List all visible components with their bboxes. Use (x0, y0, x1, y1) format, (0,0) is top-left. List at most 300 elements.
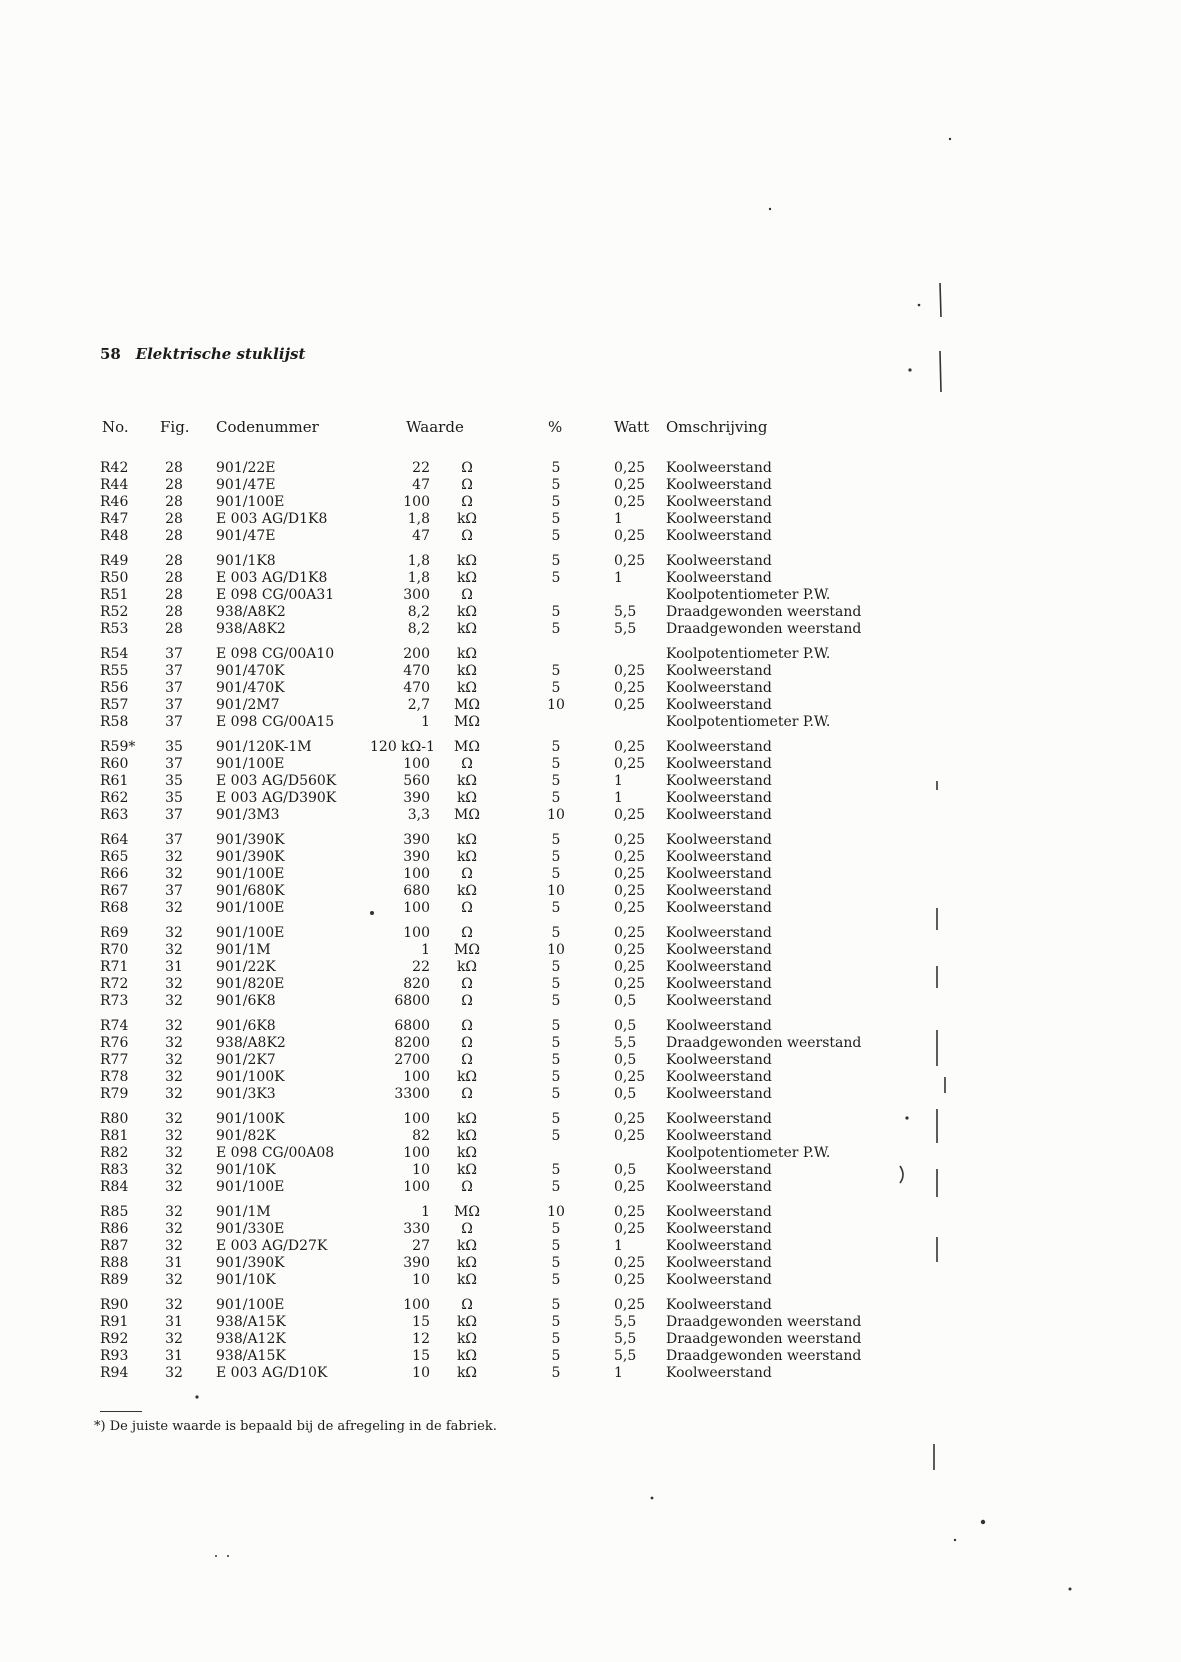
description: Koolweerstand (666, 511, 772, 527)
part-number: R83 (100, 1162, 129, 1178)
value-number: 10 (412, 1272, 430, 1288)
wattage: 5,5 (614, 1314, 637, 1330)
description: Koolweerstand (666, 790, 772, 806)
value-number: 12 (412, 1331, 430, 1347)
figure-ref: 32 (165, 993, 183, 1009)
page-number: 58 (100, 345, 121, 363)
code-number: E 003 AG/D390K (216, 790, 337, 806)
table-row (0, 1297, 1181, 1314)
description: Draadgewonden weerstand (666, 1035, 862, 1051)
wattage: 0,5 (614, 1018, 637, 1034)
part-number: R87 (100, 1238, 129, 1254)
wattage: 0,25 (614, 756, 646, 772)
wattage: 5,5 (614, 1331, 637, 1347)
figure-ref: 32 (165, 1052, 183, 1068)
section-title: Elektrische stuklijst (135, 345, 306, 363)
column-header-percent: % (548, 418, 563, 436)
description: Draadgewonden weerstand (666, 1348, 862, 1364)
code-number: 901/100E (216, 1297, 285, 1313)
table-row (0, 1348, 1181, 1365)
wattage: 5,5 (614, 621, 637, 637)
value-number: 470 (403, 663, 430, 679)
tolerance-percent: 5 (551, 604, 561, 620)
code-number: 901/22K (216, 959, 276, 975)
table-row (0, 477, 1181, 494)
table-row (0, 570, 1181, 587)
value-number: 8,2 (407, 621, 430, 637)
table-row (0, 959, 1181, 976)
part-number: R60 (100, 756, 129, 772)
wattage: 0,25 (614, 553, 646, 569)
figure-ref: 32 (165, 1179, 183, 1195)
table-row (0, 883, 1181, 900)
tolerance-percent: 5 (551, 1238, 561, 1254)
value-unit: Ω (461, 460, 473, 476)
value-number: 10 (412, 1162, 430, 1178)
description: Koolweerstand (666, 1365, 772, 1381)
wattage: 0,25 (614, 942, 646, 958)
value-unit: MΩ (454, 697, 480, 713)
figure-ref: 31 (165, 1348, 183, 1364)
part-number: R61 (100, 773, 129, 789)
value-unit: kΩ (456, 773, 478, 789)
value-unit: kΩ (456, 1069, 478, 1085)
part-number: R90 (100, 1297, 129, 1313)
part-number: R56 (100, 680, 129, 696)
value-number: 1,8 (407, 511, 430, 527)
value-unit: MΩ (454, 942, 480, 958)
value-unit: kΩ (456, 646, 478, 662)
tolerance-percent: 5 (551, 976, 561, 992)
table-row (0, 832, 1181, 849)
code-number: 901/390K (216, 849, 285, 865)
code-number: 901/6K8 (216, 993, 276, 1009)
code-number: 901/47E (216, 477, 276, 493)
table-row (0, 646, 1181, 663)
part-number: R42 (100, 460, 129, 476)
value-number: 100 (403, 1145, 430, 1161)
figure-ref: 37 (165, 646, 183, 662)
code-number: E 003 AG/D10K (216, 1365, 328, 1381)
part-number: R80 (100, 1111, 129, 1127)
code-number: 901/6K8 (216, 1018, 276, 1034)
code-number: E 098 CG/00A08 (216, 1145, 335, 1161)
code-number: 901/390K (216, 832, 285, 848)
code-number: 901/10K (216, 1272, 276, 1288)
description: Draadgewonden weerstand (666, 621, 862, 637)
wattage: 0,25 (614, 680, 646, 696)
code-number: E 098 CG/00A31 (216, 587, 335, 603)
description: Koolweerstand (666, 1297, 772, 1313)
value-unit: Ω (461, 756, 473, 772)
wattage: 0,5 (614, 1086, 637, 1102)
table-row (0, 849, 1181, 866)
figure-ref: 32 (165, 1204, 183, 1220)
description: Koolweerstand (666, 528, 772, 544)
part-number: R63 (100, 807, 129, 823)
value-unit: kΩ (456, 1238, 478, 1254)
table-row (0, 900, 1181, 917)
tolerance-percent: 10 (547, 942, 565, 958)
part-number: R72 (100, 976, 129, 992)
figure-ref: 32 (165, 976, 183, 992)
value-number: 100 (403, 1111, 430, 1127)
figure-ref: 32 (165, 1297, 183, 1313)
part-number: R65 (100, 849, 129, 865)
tolerance-percent: 5 (551, 1069, 561, 1085)
code-number: 901/3M3 (216, 807, 280, 823)
value-number: 330 (403, 1221, 430, 1237)
description: Koolweerstand (666, 1255, 772, 1271)
part-number: R47 (100, 511, 129, 527)
part-number: R46 (100, 494, 129, 510)
value-number: 300 (403, 587, 430, 603)
tolerance-percent: 5 (551, 739, 561, 755)
figure-ref: 32 (165, 1111, 183, 1127)
value-number: 100 (403, 900, 430, 916)
table-row (0, 1145, 1181, 1162)
table-row (0, 1238, 1181, 1255)
figure-ref: 28 (165, 511, 183, 527)
table-row (0, 494, 1181, 511)
part-number: R89 (100, 1272, 129, 1288)
part-number: R94 (100, 1365, 129, 1381)
part-number: R67 (100, 883, 129, 899)
table-row (0, 587, 1181, 604)
figure-ref: 28 (165, 494, 183, 510)
code-number: 901/820E (216, 976, 285, 992)
figure-ref: 32 (165, 1035, 183, 1051)
tolerance-percent: 5 (551, 528, 561, 544)
value-unit: Ω (461, 900, 473, 916)
table-row (0, 697, 1181, 714)
table-row (0, 528, 1181, 545)
table-row (0, 680, 1181, 697)
value-number: 6800 (394, 1018, 430, 1034)
code-number: 938/A8K2 (216, 604, 286, 620)
description: Koolweerstand (666, 1069, 772, 1085)
description: Koolweerstand (666, 773, 772, 789)
wattage: 0,5 (614, 1052, 637, 1068)
code-number: 901/330E (216, 1221, 285, 1237)
value-unit: Ω (461, 1221, 473, 1237)
description: Koolweerstand (666, 1272, 772, 1288)
table-row (0, 1272, 1181, 1289)
part-number: R73 (100, 993, 129, 1009)
description: Koolweerstand (666, 1052, 772, 1068)
value-unit: MΩ (454, 739, 480, 755)
description: Koolweerstand (666, 1086, 772, 1102)
value-unit: kΩ (456, 1128, 478, 1144)
description: Koolweerstand (666, 680, 772, 696)
part-number: R48 (100, 528, 129, 544)
part-number: R86 (100, 1221, 129, 1237)
table-header (0, 418, 1181, 438)
tolerance-percent: 10 (547, 1204, 565, 1220)
figure-ref: 32 (165, 1331, 183, 1347)
value-unit: Ω (461, 866, 473, 882)
description: Koolweerstand (666, 993, 772, 1009)
wattage: 0,25 (614, 1297, 646, 1313)
description: Koolweerstand (666, 807, 772, 823)
code-number: 901/1M (216, 1204, 271, 1220)
value-number: 820 (403, 976, 430, 992)
description: Koolweerstand (666, 883, 772, 899)
description: Koolpotentiometer P.W. (666, 587, 831, 603)
value-number: 22 (412, 460, 430, 476)
wattage: 0,25 (614, 900, 646, 916)
figure-ref: 32 (165, 900, 183, 916)
tolerance-percent: 5 (551, 1365, 561, 1381)
wattage: 0,25 (614, 663, 646, 679)
value-number: 2700 (394, 1052, 430, 1068)
value-number: 100 (403, 866, 430, 882)
table-row (0, 1086, 1181, 1103)
table-row (0, 739, 1181, 756)
code-number: E 098 CG/00A15 (216, 714, 335, 730)
code-number: 938/A15K (216, 1314, 286, 1330)
wattage: 0,25 (614, 866, 646, 882)
code-number: 901/1K8 (216, 553, 276, 569)
table-row (0, 1365, 1181, 1382)
code-number: E 003 AG/D1K8 (216, 570, 328, 586)
wattage: 0,25 (614, 1272, 646, 1288)
wattage: 1 (614, 511, 623, 527)
value-unit: Ω (461, 528, 473, 544)
code-number: 901/2K7 (216, 1052, 276, 1068)
value-unit: kΩ (456, 621, 478, 637)
table-row (0, 621, 1181, 638)
part-number: R58 (100, 714, 129, 730)
code-number: 901/100K (216, 1069, 285, 1085)
figure-ref: 32 (165, 1272, 183, 1288)
description: Koolpotentiometer P.W. (666, 714, 831, 730)
tolerance-percent: 5 (551, 1272, 561, 1288)
value-unit: kΩ (456, 1331, 478, 1347)
wattage: 0,5 (614, 1162, 637, 1178)
figure-ref: 28 (165, 587, 183, 603)
value-unit: Ω (461, 1018, 473, 1034)
figure-ref: 37 (165, 680, 183, 696)
description: Koolweerstand (666, 1162, 772, 1178)
value-number: 560 (403, 773, 430, 789)
column-header-fig: Fig. (160, 418, 190, 436)
wattage: 0,25 (614, 528, 646, 544)
description: Koolweerstand (666, 1128, 772, 1144)
table-row (0, 1179, 1181, 1196)
tolerance-percent: 5 (551, 663, 561, 679)
part-number: R85 (100, 1204, 129, 1220)
column-header-no: No. (102, 418, 129, 436)
wattage: 1 (614, 773, 623, 789)
code-number: E 003 AG/D27K (216, 1238, 328, 1254)
wattage: 5,5 (614, 1348, 637, 1364)
description: Koolweerstand (666, 925, 772, 941)
wattage: 5,5 (614, 604, 637, 620)
table-row (0, 925, 1181, 942)
part-number: R66 (100, 866, 129, 882)
table-row (0, 993, 1181, 1010)
part-number: R55 (100, 663, 129, 679)
value-number: 200 (403, 646, 430, 662)
description: Koolweerstand (666, 756, 772, 772)
part-number: R93 (100, 1348, 129, 1364)
value-unit: kΩ (456, 1162, 478, 1178)
tolerance-percent: 5 (551, 959, 561, 975)
value-number: 1 (421, 1204, 430, 1220)
tolerance-percent: 5 (551, 1035, 561, 1051)
description: Draadgewonden weerstand (666, 1314, 862, 1330)
part-number: R62 (100, 790, 129, 806)
tolerance-percent: 5 (551, 1018, 561, 1034)
value-unit: kΩ (456, 883, 478, 899)
code-number: E 003 AG/D560K (216, 773, 337, 789)
tolerance-percent: 5 (551, 993, 561, 1009)
value-unit: Ω (461, 1297, 473, 1313)
tolerance-percent: 5 (551, 1348, 561, 1364)
figure-ref: 37 (165, 714, 183, 730)
value-number: 390 (403, 849, 430, 865)
wattage: 0,25 (614, 925, 646, 941)
description: Koolweerstand (666, 866, 772, 882)
value-unit: kΩ (456, 663, 478, 679)
part-number: R57 (100, 697, 129, 713)
table-row (0, 807, 1181, 824)
wattage: 1 (614, 1365, 623, 1381)
part-number: R51 (100, 587, 129, 603)
wattage: 0,25 (614, 1179, 646, 1195)
value-number: 680 (403, 883, 430, 899)
part-number: R77 (100, 1052, 129, 1068)
figure-ref: 37 (165, 832, 183, 848)
value-unit: Ω (461, 993, 473, 1009)
wattage: 0,25 (614, 1128, 646, 1144)
code-number: 901/22E (216, 460, 276, 476)
column-header-value: Waarde (406, 418, 464, 436)
code-number: 901/47E (216, 528, 276, 544)
code-number: 901/470K (216, 680, 285, 696)
wattage: 0,25 (614, 883, 646, 899)
wattage: 0,25 (614, 477, 646, 493)
tolerance-percent: 5 (551, 900, 561, 916)
value-number: 8,2 (407, 604, 430, 620)
description: Koolweerstand (666, 1179, 772, 1195)
value-unit: MΩ (454, 714, 480, 730)
code-number: 901/2M7 (216, 697, 280, 713)
table-row (0, 511, 1181, 528)
figure-ref: 32 (165, 1162, 183, 1178)
figure-ref: 35 (165, 790, 183, 806)
value-unit: kΩ (456, 1255, 478, 1271)
figure-ref: 32 (165, 1221, 183, 1237)
code-number: E 003 AG/D1K8 (216, 511, 328, 527)
table-row (0, 1069, 1181, 1086)
value-number: 82 (412, 1128, 430, 1144)
tolerance-percent: 5 (551, 1297, 561, 1313)
wattage: 0,25 (614, 1111, 646, 1127)
tolerance-percent: 5 (551, 1331, 561, 1347)
value-number: 15 (412, 1348, 430, 1364)
code-number: 901/100E (216, 866, 285, 882)
wattage: 0,25 (614, 807, 646, 823)
figure-ref: 28 (165, 477, 183, 493)
description: Koolweerstand (666, 477, 772, 493)
value-unit: kΩ (456, 680, 478, 696)
code-number: 901/100E (216, 900, 285, 916)
tolerance-percent: 5 (551, 1052, 561, 1068)
figure-ref: 35 (165, 739, 183, 755)
tolerance-percent: 10 (547, 883, 565, 899)
figure-ref: 32 (165, 1069, 183, 1085)
value-unit: kΩ (456, 604, 478, 620)
part-number: R68 (100, 900, 129, 916)
part-number: R88 (100, 1255, 129, 1271)
tolerance-percent: 5 (551, 925, 561, 941)
part-number: R74 (100, 1018, 129, 1034)
table-row (0, 1162, 1181, 1179)
wattage: 1 (614, 570, 623, 586)
code-number: 901/10K (216, 1162, 276, 1178)
description: Koolweerstand (666, 976, 772, 992)
wattage: 0,25 (614, 460, 646, 476)
tolerance-percent: 5 (551, 1314, 561, 1330)
description: Draadgewonden weerstand (666, 604, 862, 620)
part-number: R54 (100, 646, 129, 662)
tolerance-percent: 5 (551, 621, 561, 637)
code-number: 901/120K-1M (216, 739, 312, 755)
value-number: 470 (403, 680, 430, 696)
value-number: 390 (403, 832, 430, 848)
value-unit: Ω (461, 925, 473, 941)
value-number: 390 (403, 790, 430, 806)
figure-ref: 37 (165, 697, 183, 713)
part-number: R84 (100, 1179, 129, 1195)
table-row (0, 1111, 1181, 1128)
tolerance-percent: 5 (551, 832, 561, 848)
table-row (0, 1052, 1181, 1069)
tolerance-percent: 10 (547, 697, 565, 713)
value-number: 1,8 (407, 553, 430, 569)
table-row (0, 1331, 1181, 1348)
value-unit: kΩ (456, 570, 478, 586)
table-row (0, 1314, 1181, 1331)
footnote: *) De juiste waarde is bepaald bij de afregeling in de fabriek. (94, 1419, 497, 1434)
figure-ref: 31 (165, 959, 183, 975)
code-number: 938/A8K2 (216, 1035, 286, 1051)
description: Koolweerstand (666, 900, 772, 916)
wattage: 0,5 (614, 993, 637, 1009)
value-unit: kΩ (456, 832, 478, 848)
description: Koolweerstand (666, 849, 772, 865)
value-number: 100 (403, 1297, 430, 1313)
table-row (0, 553, 1181, 570)
value-number: 100 (403, 494, 430, 510)
value-number: 1 (421, 942, 430, 958)
code-number: 938/A12K (216, 1331, 286, 1347)
description: Koolweerstand (666, 959, 772, 975)
value-number: 100 (403, 925, 430, 941)
column-header-watt: Watt (614, 418, 650, 436)
code-number: 901/100E (216, 494, 285, 510)
code-number: 901/680K (216, 883, 285, 899)
description: Koolweerstand (666, 460, 772, 476)
part-number: R53 (100, 621, 129, 637)
table-row (0, 1128, 1181, 1145)
tolerance-percent: 5 (551, 1221, 561, 1237)
code-number: 901/390K (216, 1255, 285, 1271)
description: Koolweerstand (666, 739, 772, 755)
description: Koolweerstand (666, 1111, 772, 1127)
